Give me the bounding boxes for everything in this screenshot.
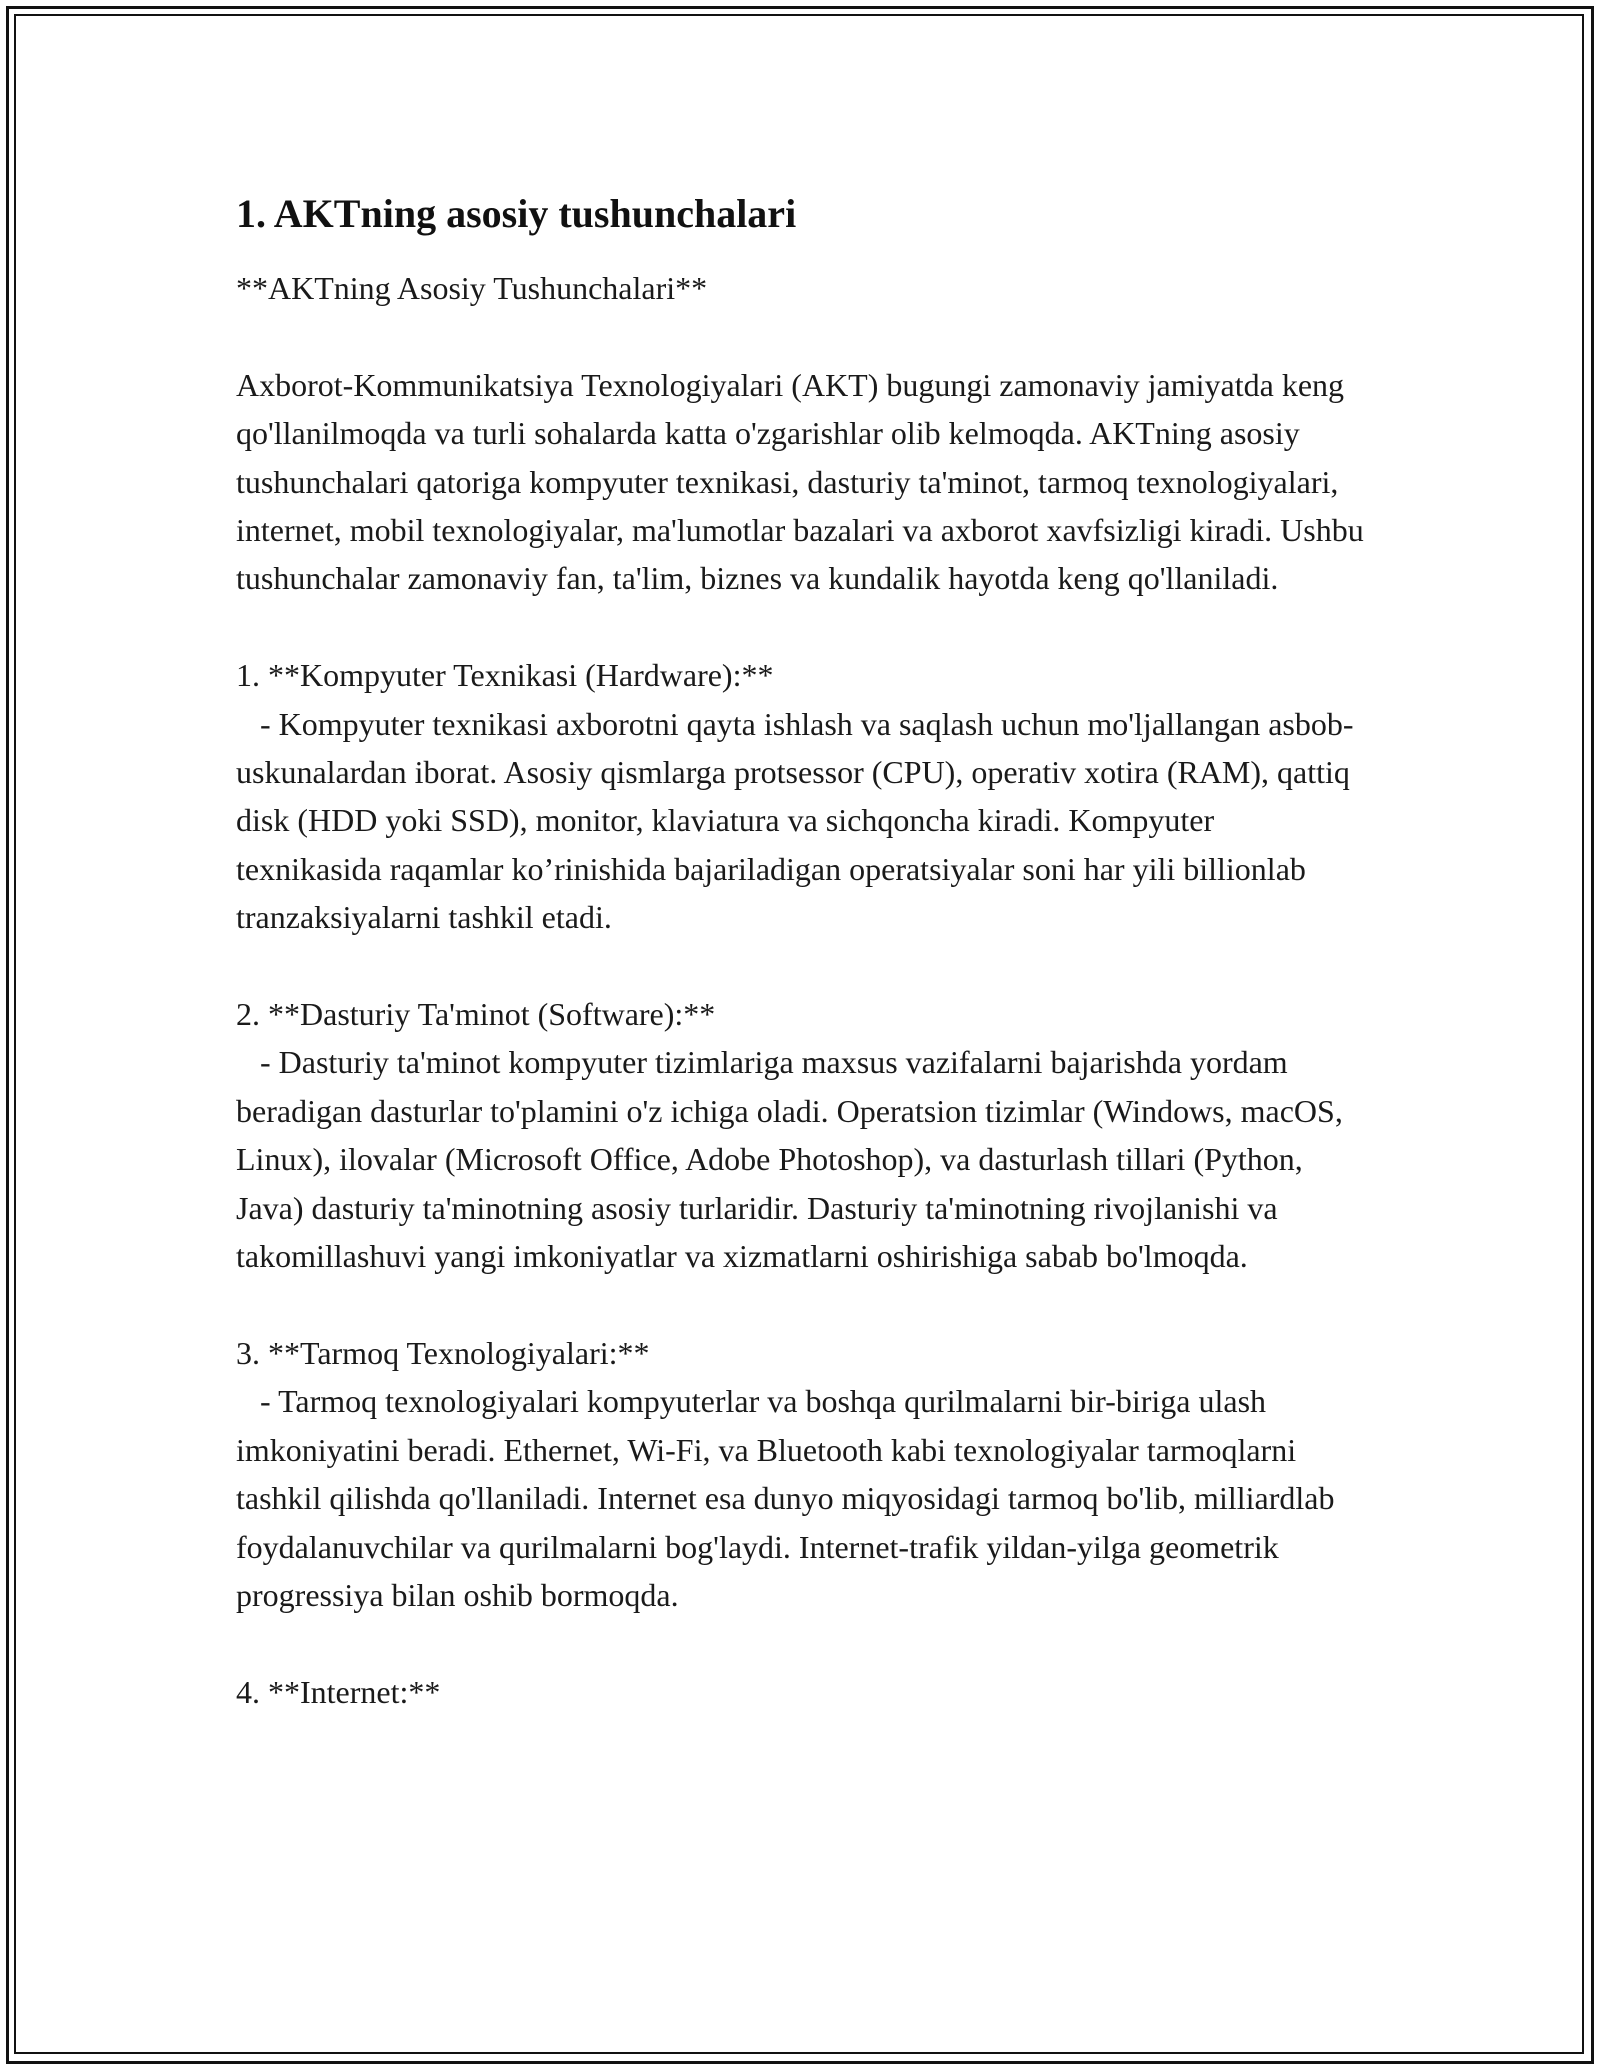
document-page [236, 186, 1372, 1716]
paragraph-gap [236, 603, 1366, 651]
section-body-hardware: - Kompyuter texnikasi axborotni qayta ishlash va saqlash uchun mo'ljallangan asbob-uskunalardan iborat. Asosiy qismlarga protsessor (CPU), operativ xotira (RAM), qattiq disk (HDD yoki SSD), monitor, klaviatura va sichqoncha kiradi. Kompyuter texnikasida raqamlar ko’rinishida bajariladigan operatsiyalar soni har yili billionlab tranzaksiyalarni tashkil etadi. [236, 705, 1358, 936]
paragraph-gap [236, 312, 1366, 360]
section-heading-hardware: 1. **Kompyuter Texnikasi (Hardware):** [236, 657, 774, 694]
paragraph-gap [236, 1280, 1366, 1328]
section-heading-software: 2. **Dasturiy Ta'minot (Software):** [236, 996, 716, 1033]
section-heading-network: 3. **Tarmoq Texnologiyalari:** [236, 1334, 650, 1371]
intro-paragraph: Axborot-Kommunikatsiya Texnologiyalari (AKT) bugungi zamonaviy jamiyatda keng qo'llanilmoqda va turli sohalarda katta o'zgarishlar olib kelmoqda. AKTning asosiy tushunchalari qatoriga kompyuter texnikasi, dasturiy ta'minot, tarmoq texnologiyalari, internet, mobil texnologiyalar, ma'lumotlar bazalari va axborot xavfsizligi kiradi. Ushbu tushunchalar zamonaviy fan, ta'lim, biznes va kundalik hayotda keng qo'llaniladi. [236, 366, 1372, 597]
section-body-software: - Dasturiy ta'minot kompyuter tizimlariga maxsus vazifalarni bajarishda yordam beradigan dasturlar to'plamini o'z ichiga oladi. Operatsion tizimlar (Windows, macOS, Linux), ilovalar (Microsoft Office, Adobe Photoshop), va dasturlash tillari (Python, Java) dasturiy ta'minotning asosiy turlaridir. Dasturiy ta'minotning rivojlanishi va takomillashuvi yangi imkoniyatlar va xizmatlarni oshirishiga sabab bo'lmoqda. [236, 1044, 1351, 1275]
section-heading-internet: 4. **Internet:** [236, 1673, 441, 1710]
document-subtitle: **AKTning Asosiy Tushunchalari** [236, 270, 708, 306]
section-body-network: - Tarmoq texnologiyalari kompyuterlar va boshqa qurilmalarni bir-biriga ulash imkoniyatini beradi. Ethernet, Wi-Fi, va Bluetooth kabi texnologiyalar tarmoqlarni tashkil qilishda qo'llaniladi. Internet esa dunyo miqyosidagi tarmoq bo'lib, milliardlab foydalanuvchilar va qurilmalarni bog'laydi. Internet-trafik yildan-yilga geometrik progressiya bilan oshib bormoqda. [236, 1383, 1343, 1613]
document-title: 1. AKTning asosiy tushunchalari [236, 191, 797, 236]
paragraph-gap [236, 942, 1366, 990]
paragraph-gap [236, 1619, 1366, 1667]
